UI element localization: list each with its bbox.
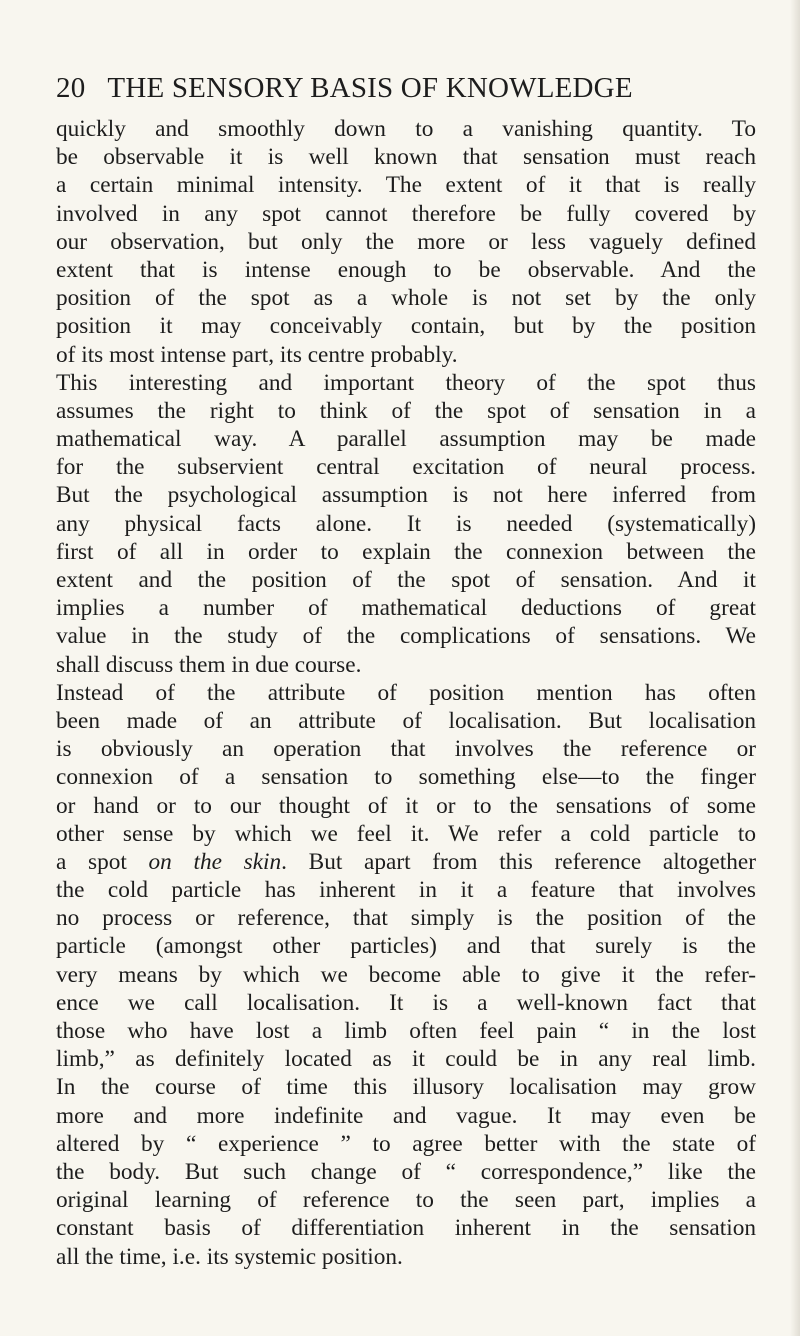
text-line bbox=[56, 848, 756, 876]
text-line: our observation, but only the more or less vaguely defined bbox=[56, 228, 756, 255]
text-line: limb,” as definitely located as it could be in any real limb. bbox=[56, 1046, 756, 1073]
text-line: other sense by which we feel it. We refer a cold particle to bbox=[56, 820, 756, 847]
page-edge-shadow bbox=[790, 0, 800, 1336]
text-line: This interesting and important theory of the spot thus bbox=[56, 369, 756, 396]
text-line: mathematical way. A parallel assumption may be made bbox=[56, 426, 756, 453]
text-line: connexion of a sensation to something else—to the finger bbox=[56, 764, 756, 791]
text-line: Instead of the attribute of position mention has often bbox=[56, 679, 756, 706]
text-line: involved in any spot cannot therefore be fully covered by bbox=[56, 200, 756, 227]
text-segment: a spot bbox=[56, 848, 149, 875]
text-line: more and more indefinite and vague. It may even be bbox=[56, 1102, 756, 1129]
text-line: value in the study of the complications of sensations. We bbox=[56, 623, 756, 650]
text-line: of its most intense part, its centre probably. bbox=[56, 341, 458, 368]
text-line: position of the spot as a whole is not set by the only bbox=[56, 285, 756, 312]
text-line: the cold particle has inherent in it a feature that involves bbox=[56, 877, 756, 904]
text-line: In the course of time this illusory localisation may grow bbox=[56, 1074, 756, 1101]
text-line: original learning of reference to the seen part, implies a bbox=[56, 1187, 756, 1214]
text-line: constant basis of differentiation inherent in the sensation bbox=[56, 1215, 756, 1242]
text-line: extent and the position of the spot of sensation. And it bbox=[56, 567, 756, 593]
text-line: first of all in order to explain the connexion between the bbox=[56, 538, 756, 565]
text-line: particle (amongst other particles) and that surely is the bbox=[56, 933, 756, 960]
text-line: the body. But such change of “ correspondence,” like the bbox=[56, 1158, 756, 1185]
running-title: THE SENSORY BASIS OF KNOWLEDGE bbox=[107, 72, 633, 104]
text-line: a certain minimal intensity. The extent of it that is really bbox=[56, 172, 756, 199]
text-line: those who have lost a limb often feel pain “ in the lost bbox=[56, 1018, 756, 1044]
text-line: ence we call localisation. It is a well-known fact that bbox=[56, 989, 756, 1016]
page-header bbox=[56, 72, 756, 112]
text-line: position it may conceivably contain, but by the position bbox=[56, 313, 756, 340]
body-text bbox=[56, 115, 756, 1271]
text-segment: . But apart from this reference altogether bbox=[281, 848, 756, 875]
text-line: for the subservient central excitation of neural process. bbox=[56, 454, 756, 481]
text-line: no process or reference, that simply is the position of the bbox=[56, 905, 756, 932]
text-line: altered by “ experience ” to agree better with the state of bbox=[56, 1130, 756, 1157]
text-line: be observable it is well known that sensation must reach bbox=[56, 144, 756, 171]
text-line: implies a number of mathematical deductions of great bbox=[56, 595, 756, 622]
text-line: shall discuss them in due course. bbox=[56, 651, 362, 678]
page-number: 20 bbox=[56, 72, 86, 104]
text-line: very means by which we become able to give it the refer- bbox=[56, 961, 756, 988]
text-line: quickly and smoothly down to a vanishing quantity. To bbox=[56, 116, 756, 142]
text-line: extent that is intense enough to be observable. And the bbox=[56, 256, 756, 283]
text-line: But the psychological assumption is not here inferred from bbox=[56, 482, 756, 509]
text-line: is obviously an operation that involves the reference or bbox=[56, 736, 756, 763]
text-line: all the time, i.e. its systemic position. bbox=[56, 1243, 403, 1270]
italic-phrase: on the skin bbox=[148, 848, 282, 875]
text-line: been made of an attribute of localisation. But localisation bbox=[56, 707, 756, 734]
text-line: or hand or to our thought of it or to the sensations of some bbox=[56, 792, 756, 819]
text-line: any physical facts alone. It is needed (systematically) bbox=[56, 510, 756, 537]
text-line: assumes the right to think of the spot of sensation in a bbox=[56, 397, 756, 424]
